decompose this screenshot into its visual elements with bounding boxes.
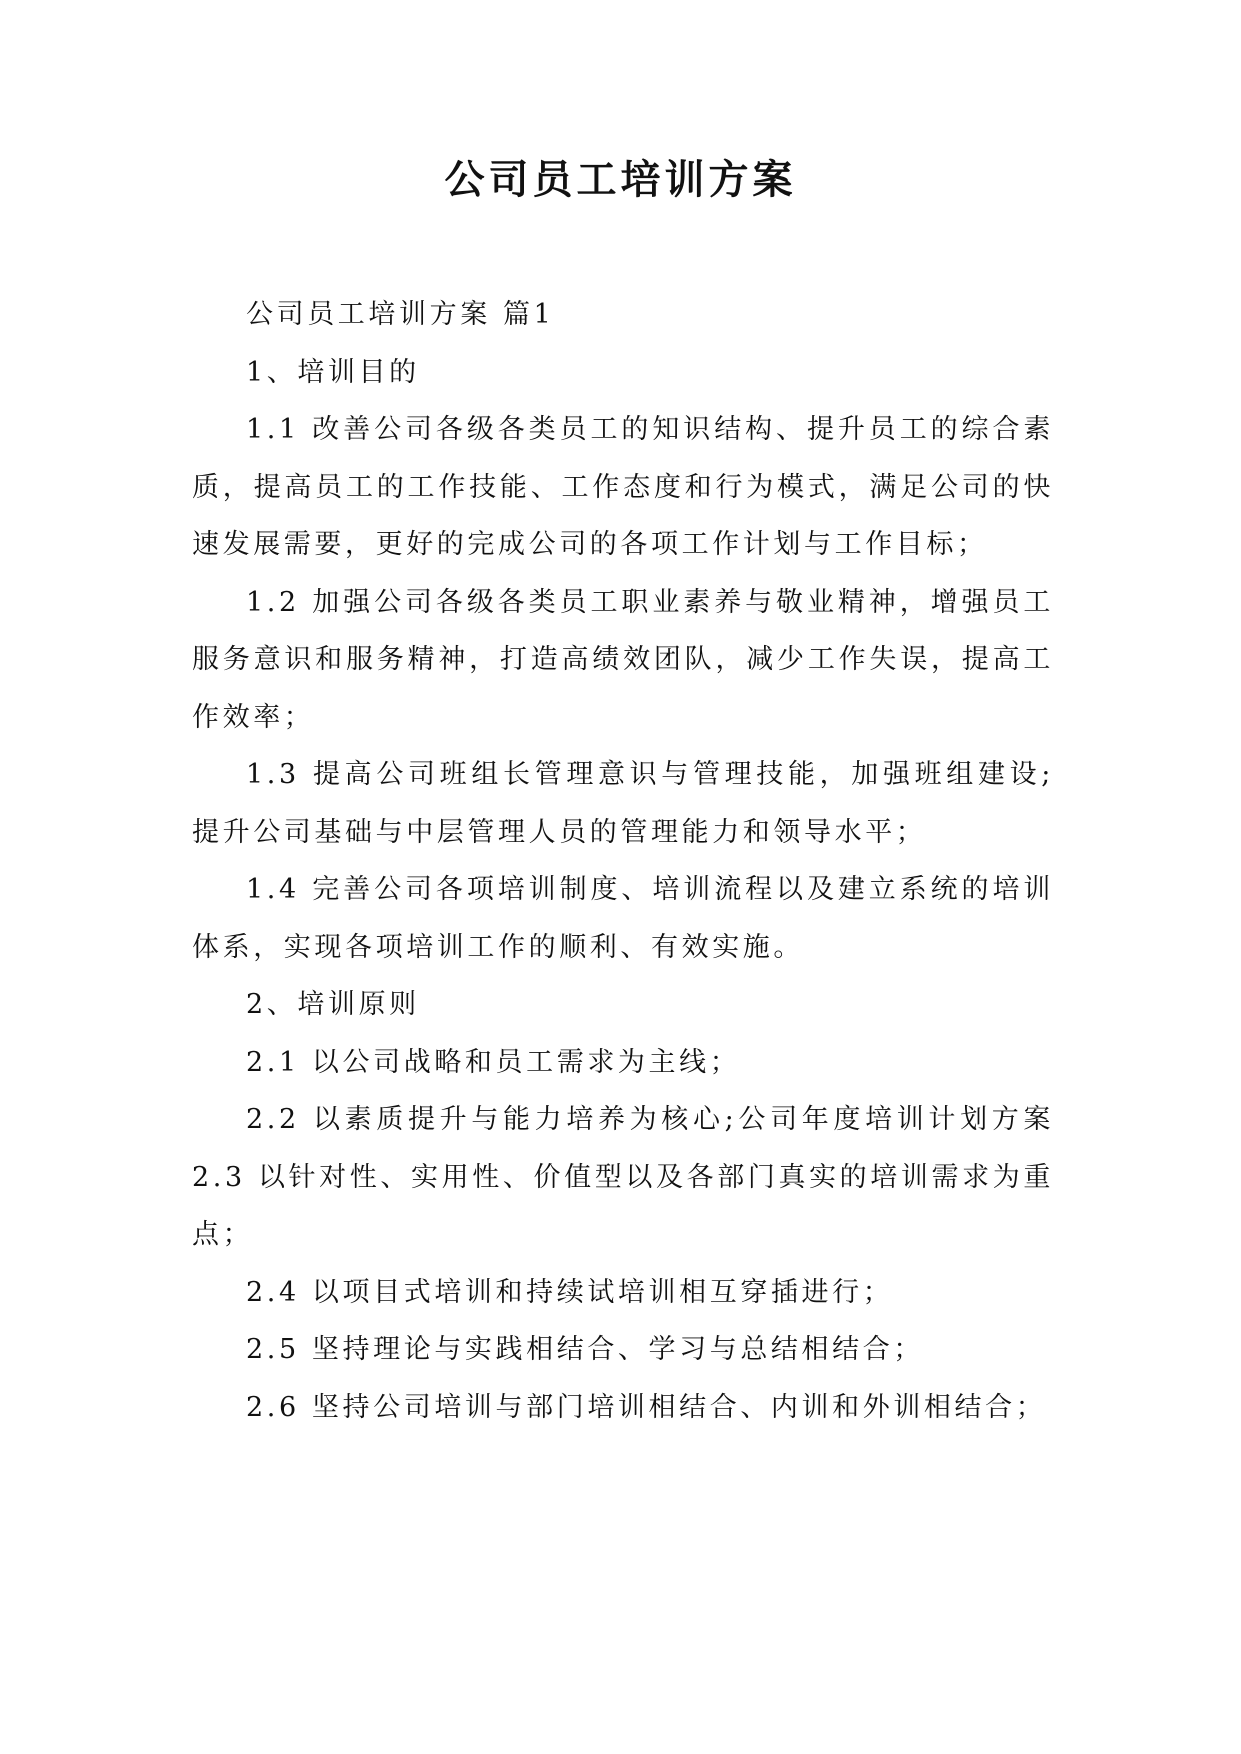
paragraph-1-3: 1.3 提高公司班组长管理意识与管理技能，加强班组建设;提升公司基础与中层管理人员的管理能力和领导水平； [192,759,1054,848]
section-heading-article-1: 公司员工培训方案 篇1 [246,299,555,330]
section-heading-training-principles: 2、培训原则 [246,989,420,1020]
paragraph-2-6: 2.6 坚持公司培训与部门培训相结合、内训和外训相结合； [246,1391,1047,1423]
paragraph-2-4: 2.4 以项目式培训和持续试培训相互穿插进行； [246,1276,894,1308]
paragraph-1-2: 1.2 加强公司各级各类员工职业素养与敬业精神，增强员工服务意识和服务精神，打造高绩效团队，减少工作失误，提高工作效率； [192,586,1054,733]
paragraph-2-5: 2.5 坚持理论与实践相结合、学习与总结相结合； [246,1334,924,1365]
paragraph-1-4: 1.4 完善公司各项培训制度、培训流程以及建立系统的培训体系，实现各项培训工作的顺利、有效实施。 [192,874,1054,963]
document-title: 公司员工培训方案 [444,157,797,203]
paragraph-2-1: 2.1 以公司战略和员工需求为主线； [246,1046,741,1078]
document-body [192,286,1054,1436]
paragraph-2-2: 2.2 以素质提升与能力培养为核心;公司年度培训计划方案 2.3 以针对性、实用性、价值型以及各部门真实的培训需求为重点； [192,1104,1054,1250]
section-heading-training-purpose: 1、培训目的 [246,356,420,388]
paragraph-1-1: 1.1 改善公司各级各类员工的知识结构、提升员工的综合素质，提高员工的工作技能、工作态度和行为模式，满足公司的快速发展需要，更好的完成公司的各项工作计划与工作目标； [192,414,1054,560]
